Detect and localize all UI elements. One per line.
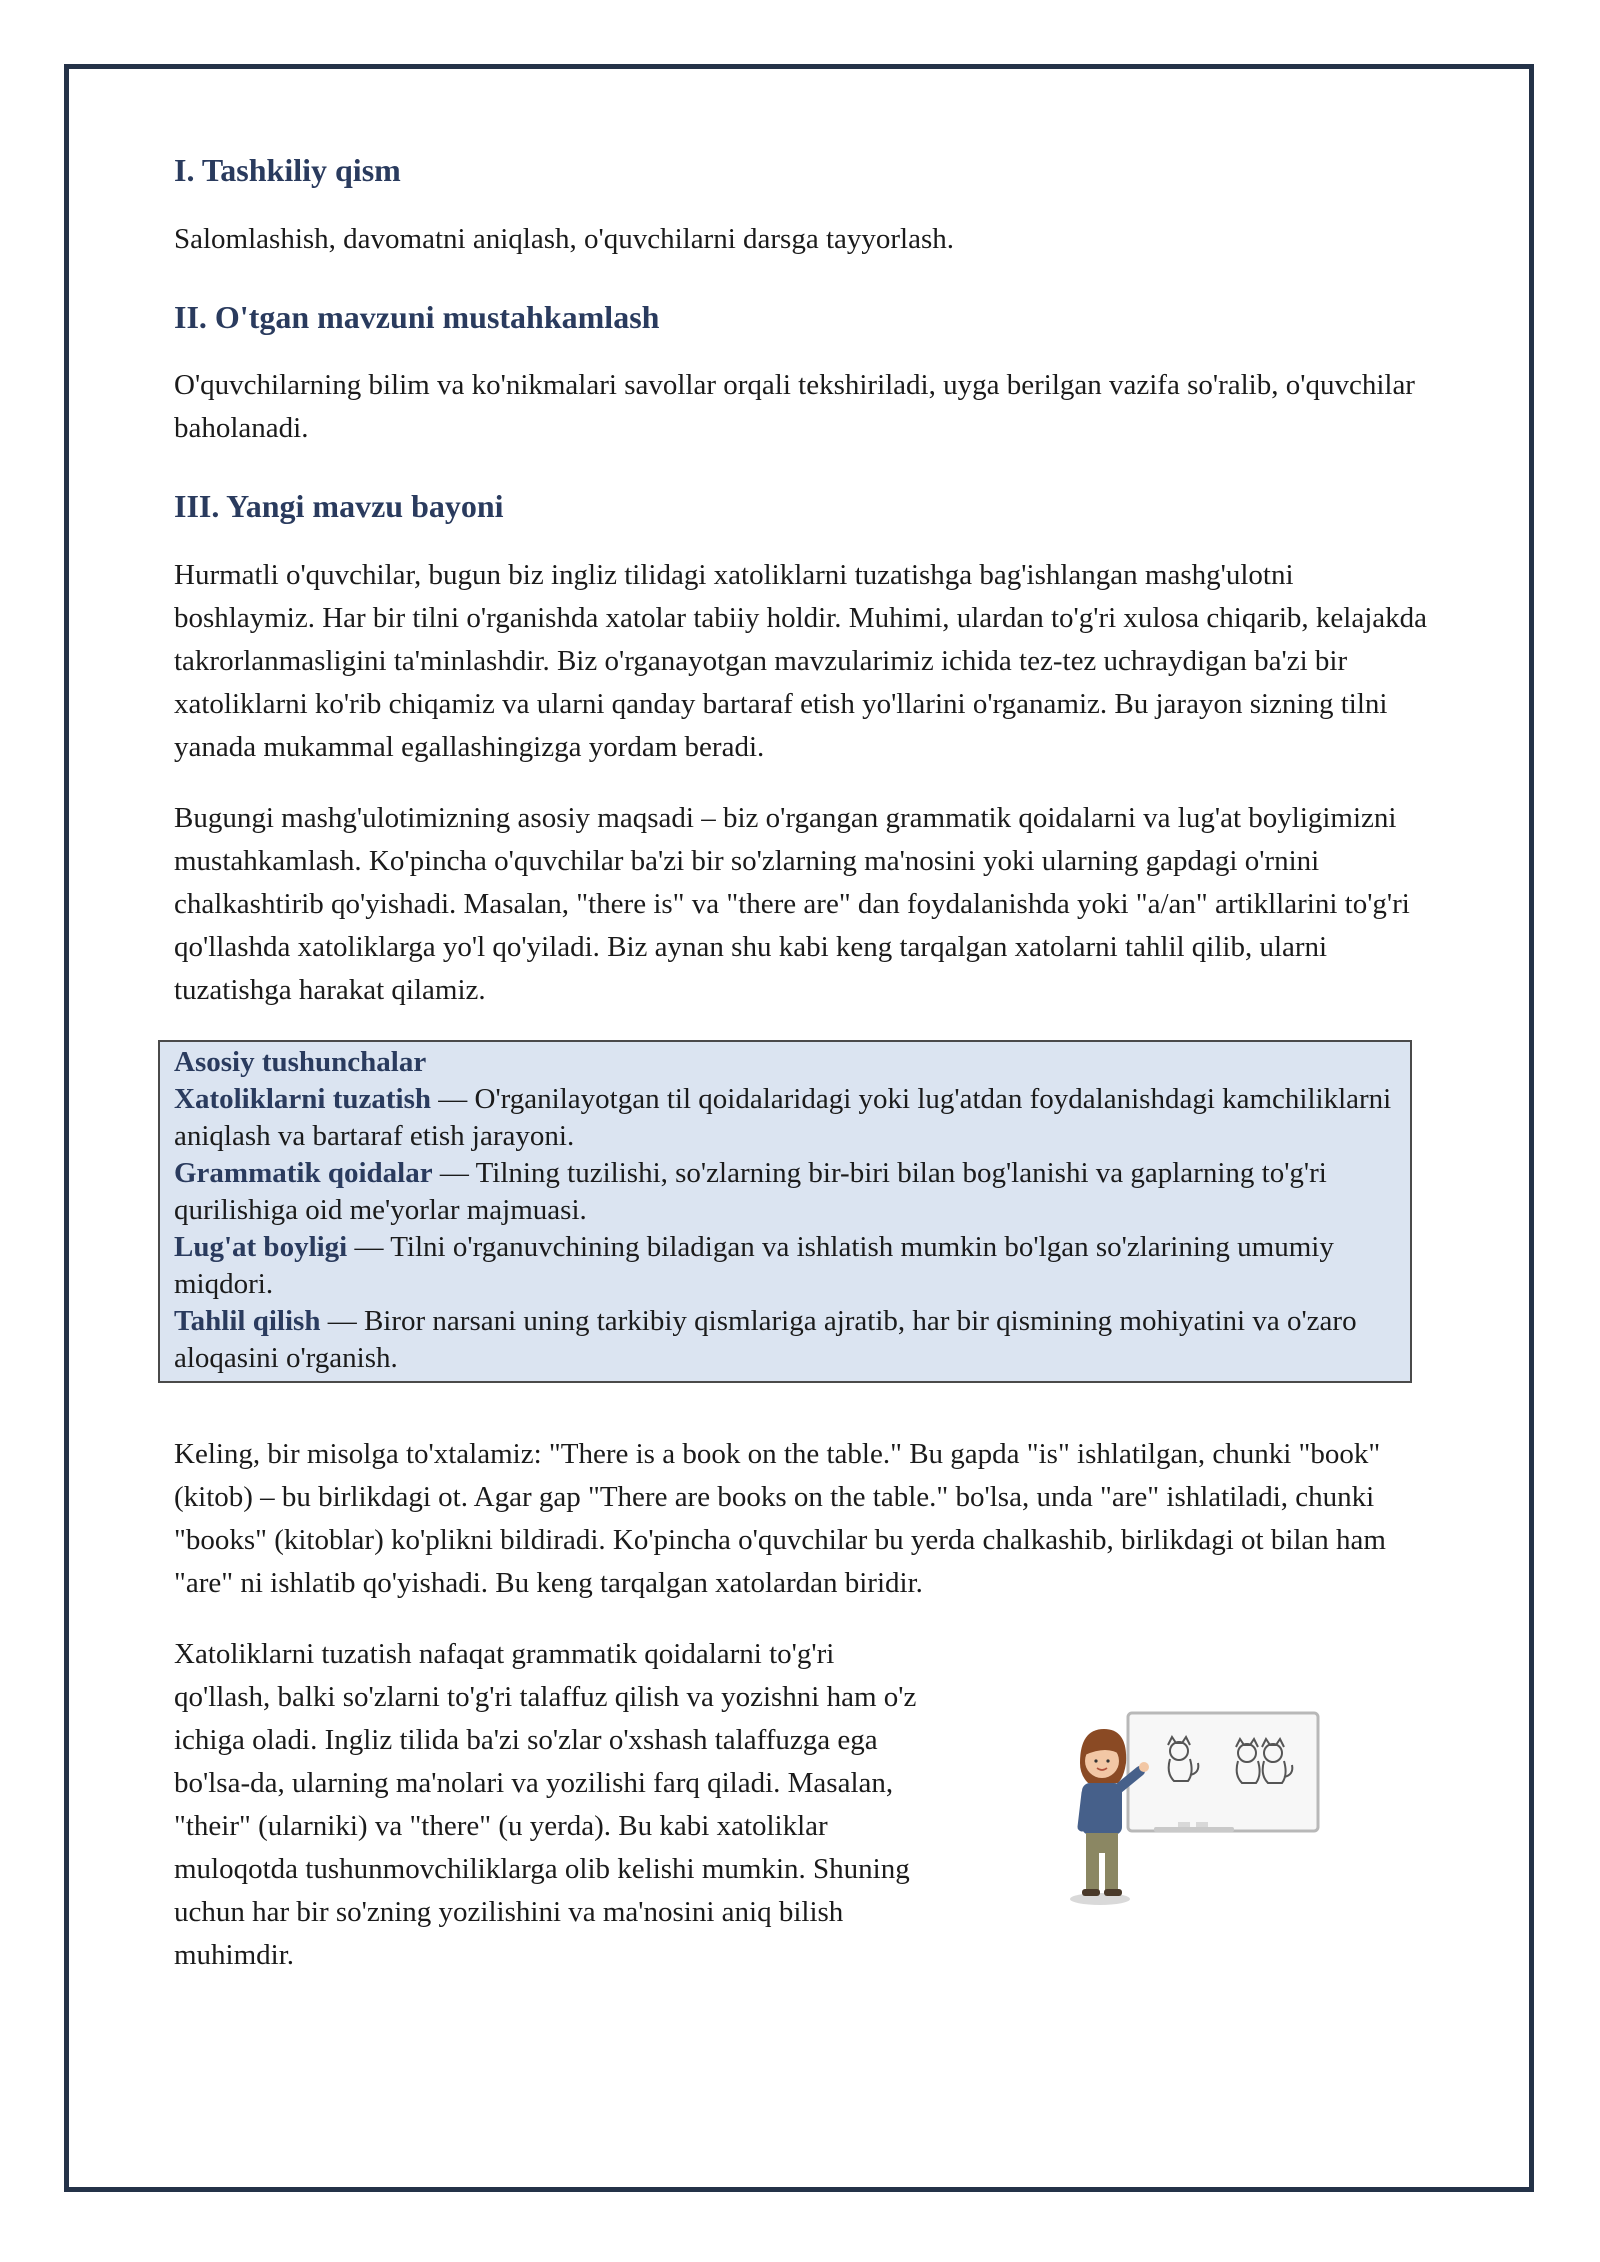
key-concepts-box [158, 1040, 1412, 1383]
concept-item [174, 1303, 1396, 1377]
paragraph: Bugungi mashg'ulotimizning asosiy maqsadi – biz o'rgangan grammatik qoidalarni va lug'at boyligimizni mustahkamlash. Ko'pincha o'quvchilar ba'zi bir so'zlarning ma'nosini yoki ularning gapdagi o'rnini chalkashtirib qo'yishadi. Masalan, "there is" va "there are" dan foydalanishda yoki "a/an" artikllarini to'g'ri qo'llashda xatoliklarga yo'l qo'yiladi. Biz aynan shu kabi keng tarqalgan xatolarni tahlil qilib, ularni tuzatishga harakat qilamiz. [174, 801, 1410, 1006]
section-heading: I. Tashkiliy qism [174, 152, 401, 188]
concept-term: Lug'at boyligi [174, 1230, 348, 1263]
concept-term: Tahlil qilish [174, 1304, 321, 1337]
text-with-illustration [174, 1633, 1434, 1977]
paragraph: Keling, bir misolga to'xtalamiz: "There is a book on the table." Bu gapda "is" ishlatilgan, chunki "book" (kitob) – bu birlikdagi ot. Agar gap "There are books on the table." bo'lsa, unda "are" ishlatiladi, chunki "books" (kitoblar) ko'plikni bildiradi. Ko'pincha o'quvchilar bu yerda chalkashib, birlikdagi ot bilan ham "are" ni ishlatib qo'yishadi. Bu keng tarqalgan xatolardan biridir. [174, 1437, 1386, 1599]
paragraph: O'quvchilarning bilim va ko'nikmalari savollar orqali tekshiriladi, uyga berilgan vazifa so'ralib, o'quvchilar baholanadi. [174, 369, 1415, 445]
paragraph: Xatoliklarni tuzatish nafaqat grammatik qoidalarni to'g'ri qo'llash, balki so'zlarni to'g'ri talaffuz qilish va yozishni ham o'z ichiga oladi. Ingliz tilida ba'zi so'zlar o'xshash talaffuzga ega bo'lsa-da, ularning ma'nolari va yozilishi farq qiladi. Masalan, "their" (ularniki) va "there" (u yerda). Bu kabi xatoliklar muloqotda tushunmovchiliklarga olib kelishi mumkin. Shuning uchun har bir so'zning yozilishini va ma'nosini aniq bilish muhimdir. [174, 1637, 917, 1971]
concept-definition: — Biror narsani uning tarkibiy qismlariga ajratib, har bir qismining mohiyatini va o'zaro aloqasini o'rganish. [174, 1304, 1357, 1374]
concept-term: Xatoliklarni tuzatish [174, 1082, 431, 1115]
concept-definition: — O'rganilayotgan til qoidalaridagi yoki lug'atdan foydalanishdagi kamchiliklarni aniqlash va bartaraf etish jarayoni. [174, 1082, 1392, 1152]
paragraph: Hurmatli o'quvchilar, bugun biz ingliz tilidagi xatoliklarni tuzatishga bag'ishlangan mashg'ulotni boshlaymiz. Har bir tilni o'rganishda xatolar tabiiy holdir. Muhimi, ulardan to'g'ri xulosa chiqarib, kelajakda takrorlanmasligini ta'minlashdir. Biz o'rganayotgan mavzularimiz ichida tez-tez uchraydigan ba'zi bir xatoliklarni ko'rib chiqamiz va ularni qanday bartaraf etish yo'llarini o'rganamiz. Bu jarayon sizning tilni yanada mukammal egallashingizga yordam beradi. [174, 558, 1428, 763]
concept-item [174, 1229, 1396, 1303]
document-body [174, 150, 1434, 2005]
section-heading: III. Yangi mavzu bayoni [174, 488, 504, 525]
concept-term: Grammatik qoidalar [174, 1156, 433, 1189]
paragraph: Salomlashish, davomatni aniqlash, o'quvchilarni darsga tayyorlash. [174, 222, 955, 255]
key-concepts-title: Asosiy tushunchalar [174, 1045, 427, 1078]
section-heading: II. O'tgan mavzuni mustahkamlash [174, 298, 660, 335]
concept-item [174, 1081, 1396, 1155]
concept-definition: — Tilning tuzilishi, so'zlarning bir-biri bilan bog'lanishi va gaplarning to'g'ri qurilishiga oid me'yorlar majmuasi. [174, 1156, 1327, 1226]
concept-item [174, 1155, 1396, 1229]
concept-definition: — Tilni o'rganuvchining biladigan va ishlatish mumkin bo'lgan so'zlarining umumiy miqdori. [174, 1230, 1334, 1300]
teacher-at-whiteboard-cats-icon [1058, 1703, 1358, 1913]
